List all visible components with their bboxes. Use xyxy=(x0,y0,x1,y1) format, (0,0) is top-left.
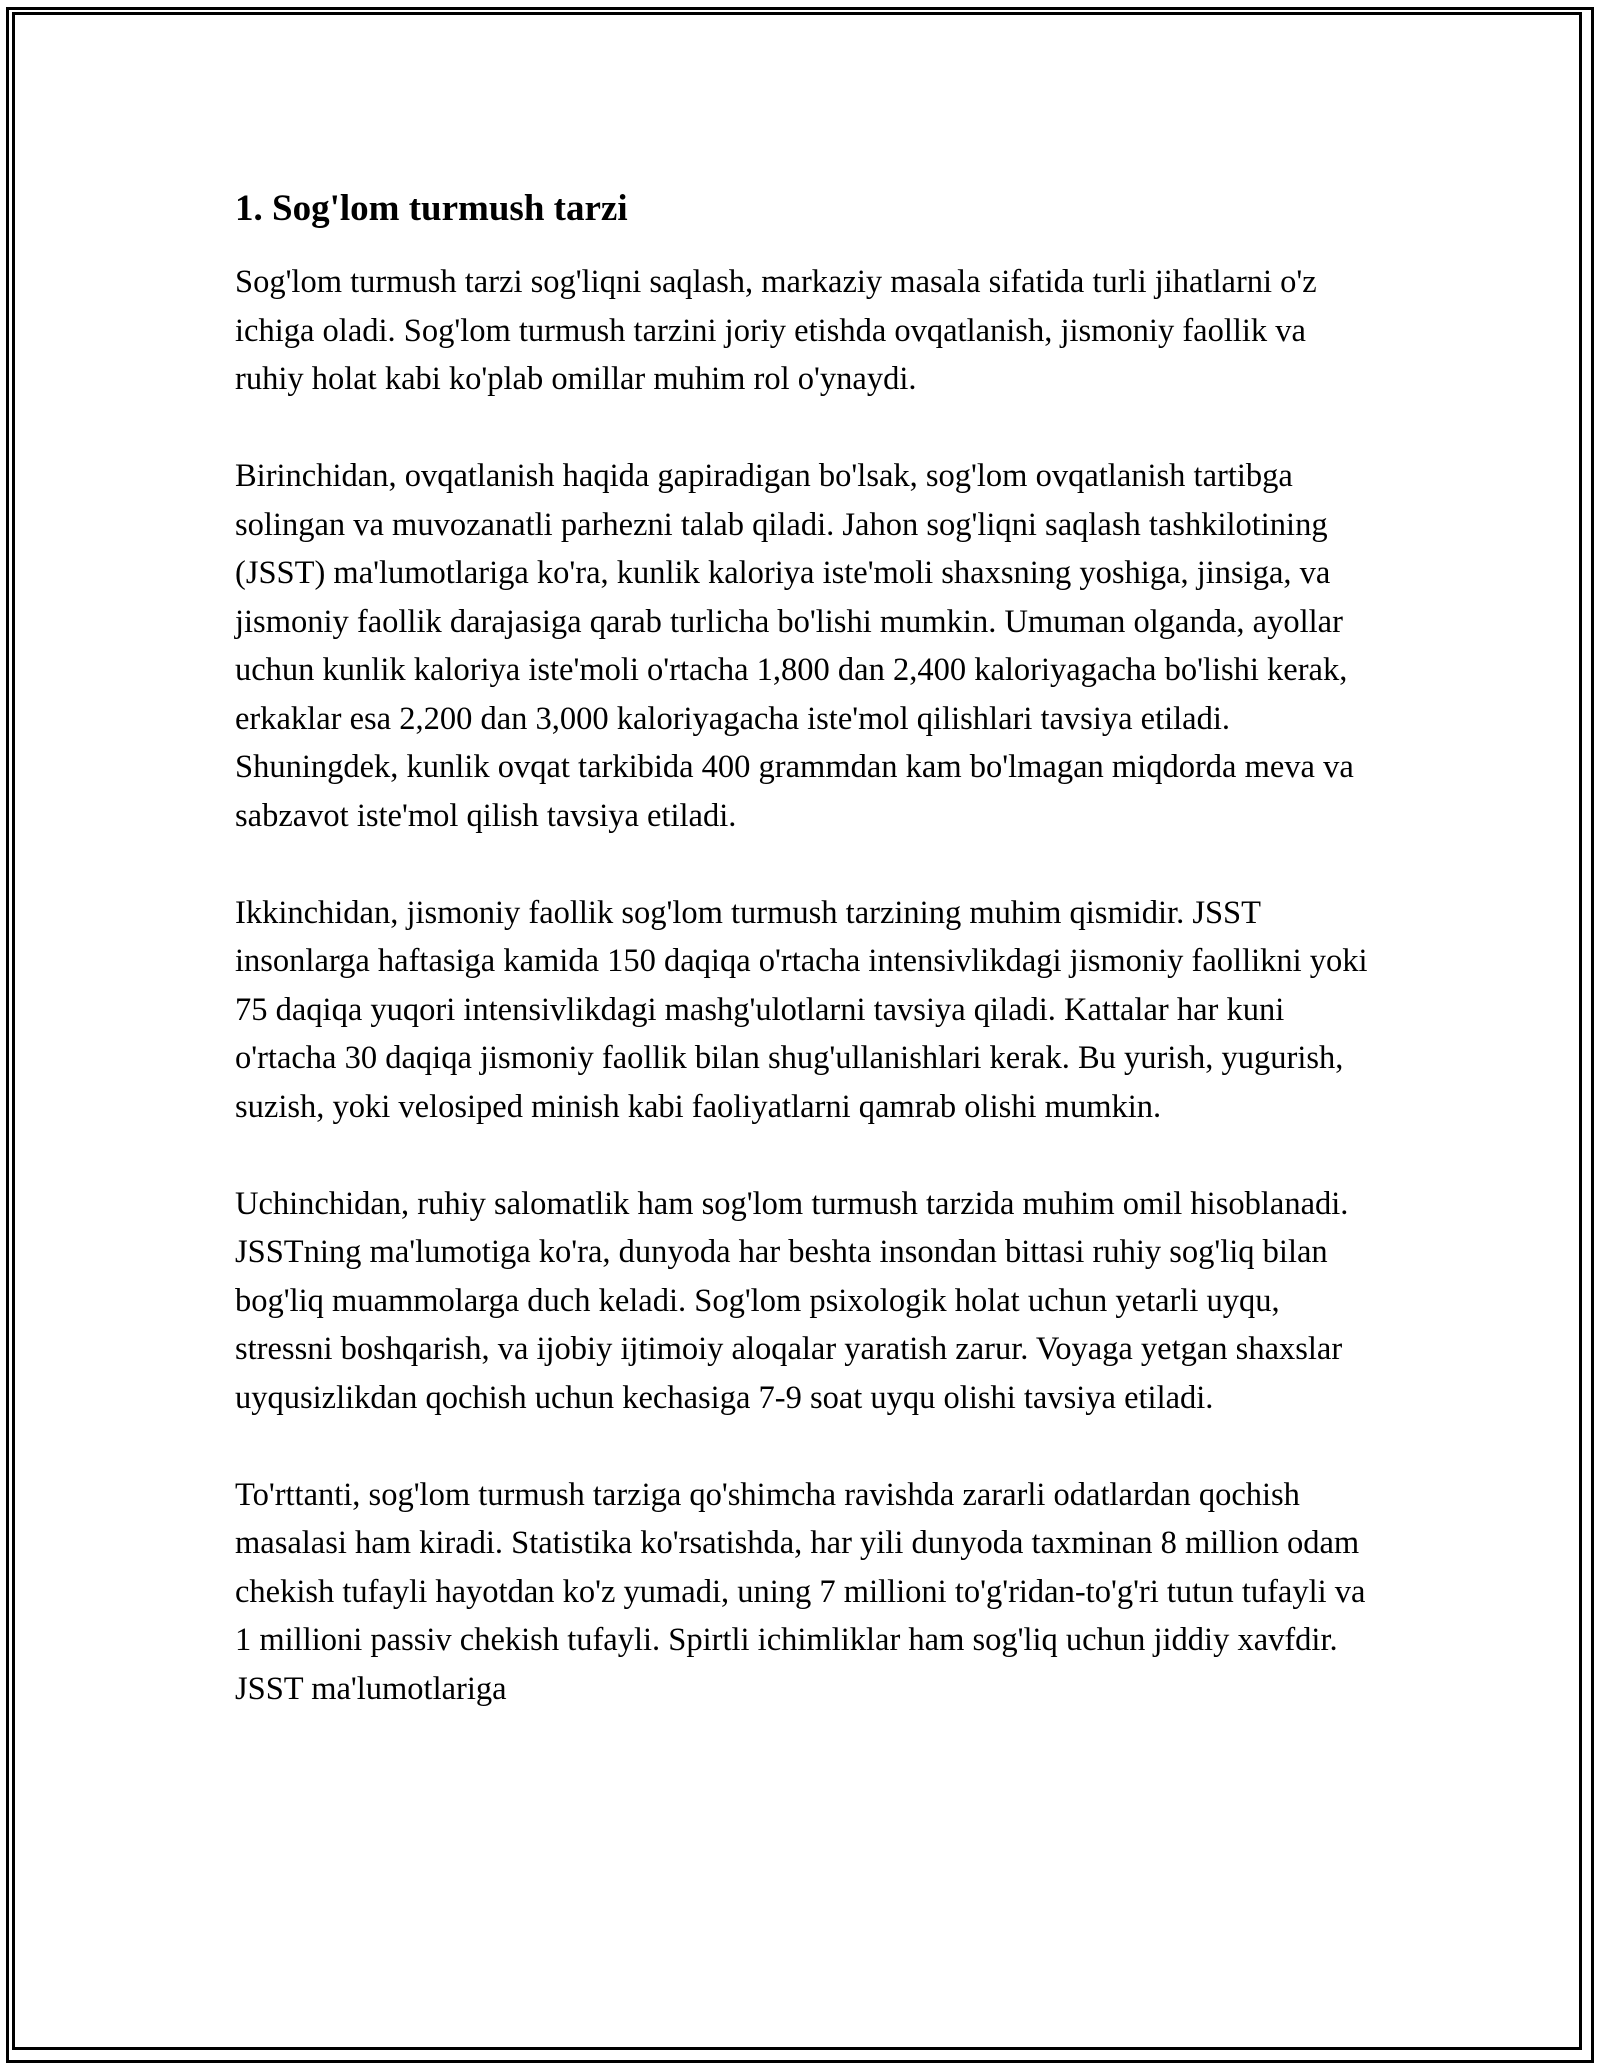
paragraph-mental-health: Uchinchidan, ruhiy salomatlik ham sog'lom turmush tarzida muhim omil hisoblanadi. JSSTning ma'lumotiga ko'ra, dunyoda har beshta insondan bittasi ruhiy sog'liq bilan bog'liq muammolarga duch keladi. Sog'lom psixologik holat uchun yetarli uyqu, stressni boshqarish, va ijobiy ijtimoiy aloqalar yaratish zarur. Voyaga yetgan shaxslar uyqusizlikdan qochish uchun kechasiga 7-9 soat uyqu olishi tavsiya etiladi. xyxy=(235,1185,1349,1416)
paragraph-nutrition: Birinchidan, ovqatlanish haqida gapiradigan bo'lsak, sog'lom ovqatlanish tartibga solingan va muvozanatli parhezni talab qiladi. Jahon sog'liqni saqlash tashkilotining (JSST) ma'lumotlariga ko'ra, kunlik kaloriya iste'moli shaxsning yoshiga, jinsiga, va jismoniy faollik darajasiga qarab turlicha bo'lishi mumkin. Umuman olganda, ayollar uchun kunlik kaloriya iste'moli o'rtacha 1,800 dan 2,400 kaloriyagacha bo'lishi kerak, erkaklar esa 2,200 dan 3,000 kaloriyagacha iste'mol qilishlari tavsiya etiladi. Shuningdek, kunlik ovqat tarkibida 400 grammdan kam bo'lmagan miqdorda meva va sabzavot iste'mol qilish tavsiya etiladi. xyxy=(235,458,1354,834)
paragraph-intro: Sog'lom turmush tarzi sog'liqni saqlash, markaziy masala sifatida turli jihatlarni o'z ichiga oladi. Sog'lom turmush tarzini joriy etishda ovqatlanish, jismoniy faollik va ruhiy holat kabi ko'plab omillar muhim rol o'ynaydi. xyxy=(235,264,1317,397)
document-body xyxy=(235,186,1375,1762)
paragraph-harmful-habits: To'rttanti, sog'lom turmush tarziga qo'shimcha ravishda zararli odatlardan qochish masalasi ham kiradi. Statistika ko'rsatishda, har yili dunyoda taxminan 8 million odam chekish tufayli hayotdan ko'z yumadi, uning 7 millioni to'g'ridan-to'g'ri tutun tufayli va 1 millioni passiv chekish tufayli. Spirtli ichimliklar ham sog'liq uchun jiddiy xavfdir. JSST ma'lumotlariga xyxy=(235,1476,1366,1707)
paragraph-physical-activity: Ikkinchidan, jismoniy faollik sog'lom turmush tarzining muhim qismidir. JSST insonlarga haftasiga kamida 150 daqiqa o'rtacha intensivlikdagi jismoniy faollikni yoki 75 daqiqa yuqori intensivlikdagi mashg'ulotlarni tavsiya qiladi. Kattalar har kuni o'rtacha 30 daqiqa jismoniy faollik bilan shug'ullanishlari kerak. Bu yurish, yugurish, suzish, yoki velosiped minish kabi faoliyatlarni qamrab olishi mumkin. xyxy=(235,894,1368,1125)
section-heading: 1. Sog'lom turmush tarzi xyxy=(235,188,628,229)
